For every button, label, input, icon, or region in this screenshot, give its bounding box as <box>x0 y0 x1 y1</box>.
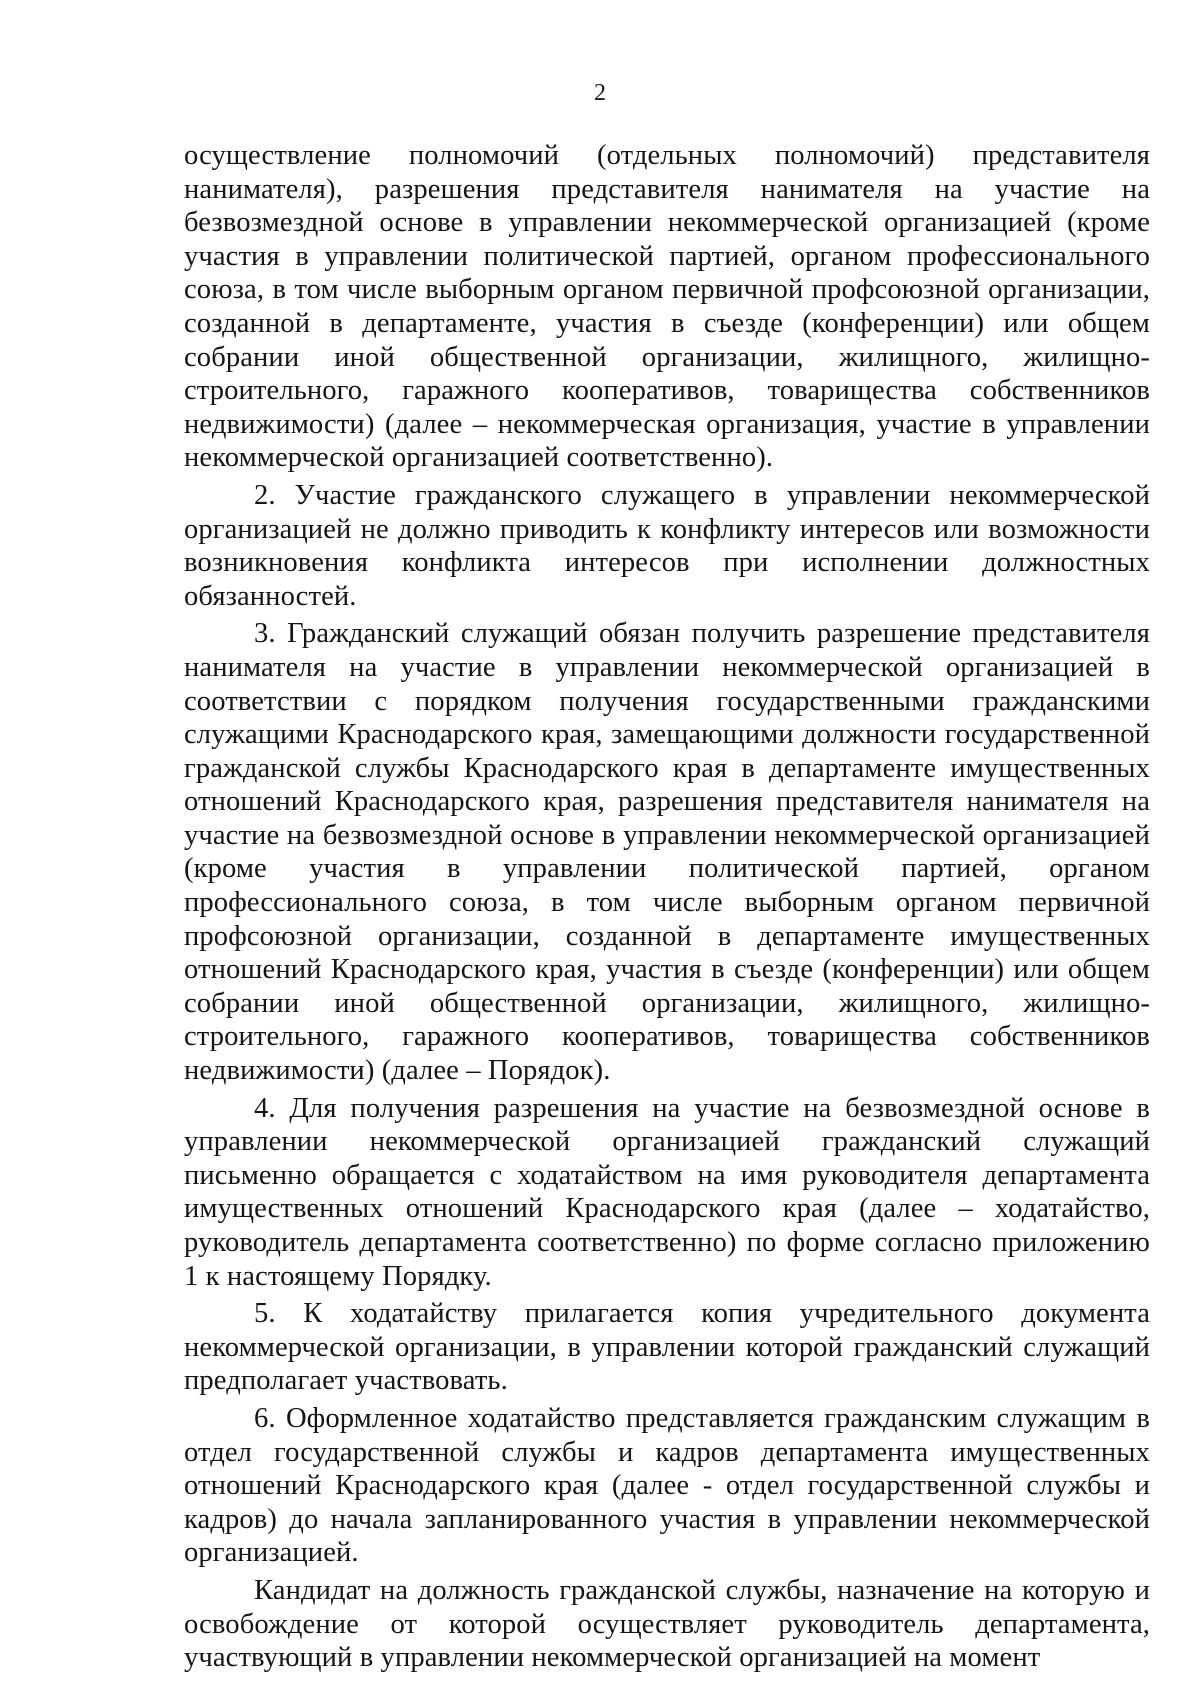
page-number: 2 <box>594 80 606 106</box>
document-body <box>184 139 1150 1675</box>
paragraph-continuation: осуществление полномочий (отдельных полномочий) представителя нанимателя), разрешения представителя нанимателя на участие на безвозмездной основе в управлении некоммерческой организацией (кроме участия в управлении политической партией, органом профессионального союза, в том числе выборным органом первичной профсоюзной организации, созданной в департаменте, участия в съезде (конференции) или общем собрании иной общественной организации, жилищного, жилищно-строительного, гаражного кооперативов, товарищества собственников недвижимости) (далее – некоммерческая организация, участие в управлении некоммерческой организацией соответственно). <box>184 140 1150 474</box>
paragraph-3: 3. Гражданский служащий обязан получить разрешение представителя нанимателя на участие в управлении некоммерческой организацией в соответствии с порядком получения государственными гражданскими служащими Краснодарского края, замещающими должности государственной гражданской службы Краснодарского края в департаменте имущественных отношений Краснодарского края, разрешения представителя нанимателя на участие на безвозмездной основе в управлении некоммерческой организацией (кроме участия в управлении политической партией, органом профессионального союза, в том числе выборным органом первичной профсоюзной организации, созданной в департаменте имущественных отношений Краснодарского края, участия в съезде (конференции) или общем собрании иной общественной организации, жилищного, жилищно-строительного, гаражного кооперативов, товарищества собственников недвижимости) (далее – Порядок). <box>184 618 1150 1087</box>
paragraph-5: 5. К ходатайству прилагается копия учредительного документа некоммерческой организации, в управлении которой гражданский служащий предполагает участвовать. <box>184 1298 1150 1397</box>
paragraph-candidate: Кандидат на должность гражданской службы, назначение на которую и освобождение от которой осуществляет руководитель департамента, участвующий в управлении некоммерческой организацией на момент <box>184 1574 1150 1674</box>
paragraph-6: 6. Оформленное ходатайство представляется гражданским служащим в отдел государственной службы и кадров департамента имущественных отношений Краснодарского края (далее - отдел государственной службы и кадров) до начала запланированного участия в управлении некоммерческой организацией. <box>184 1402 1150 1569</box>
paragraph-2: 2. Участие гражданского служащего в управлении некоммерческой организацией не должно приводить к конфликту интересов или возможности возникновения конфликта интересов при исполнении должностных обязанностей. <box>184 479 1150 612</box>
paragraph-4: 4. Для получения разрешения на участие на безвозмездной основе в управлении некоммерческой организацией гражданский служащий письменно обращается с ходатайством на имя руководителя департамента имущественных отношений Краснодарского края (далее – ходатайство, руководитель департамента соответственно) по форме согласно приложению 1 к настоящему Порядку. <box>184 1092 1150 1292</box>
